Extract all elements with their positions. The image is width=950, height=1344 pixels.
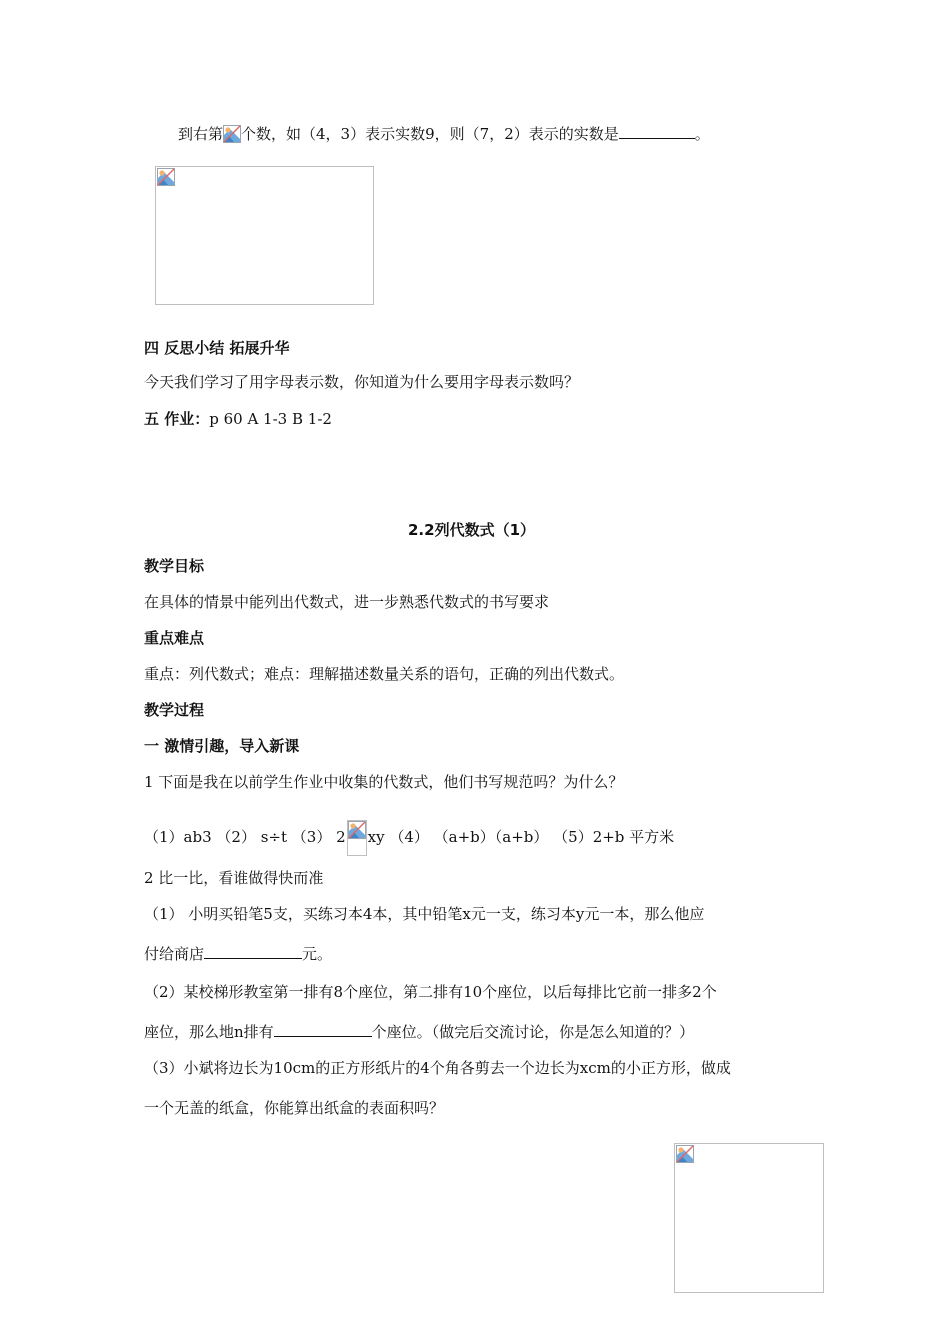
problem-1-line-1: （1） 小明买铅笔5支，买练习本4本，其中铅笔x元一支，练习本y元一本，那么他应	[144, 905, 705, 923]
inline-image-placeholder	[347, 820, 367, 856]
items-part-b: xy （4） （a+b）（a+b） （5）2+b 平方米	[367, 828, 675, 846]
top-line	[178, 124, 710, 144]
question-2: 2 比一比，看谁做得快而准	[144, 869, 324, 887]
section-5-text: p 60 A 1-3 B 1-2	[209, 410, 332, 428]
image-placeholder-2	[674, 1143, 824, 1293]
goal-heading: 教学目标	[144, 557, 205, 575]
broken-image-icon	[676, 1145, 694, 1163]
top-line-part-a: 到右第	[178, 125, 224, 143]
top-line-part-b: 个数，如（4，3）表示实数9，则（7，2）表示的实数是	[241, 125, 619, 143]
section-5-heading: 五 作业：	[144, 410, 210, 428]
answer-blank	[204, 944, 302, 959]
problem-2-line-1: （2）某校梯形教室第一排有8个座位，第二排有10个座位，以后每排比它前一排多2个	[144, 983, 717, 1001]
answer-blank	[619, 124, 695, 139]
problem-2-part-a: 座位，那么地n排有	[144, 1023, 274, 1041]
problem-1-part-a: 付给商店	[144, 945, 205, 963]
problem-3-line-2: 一个无盖的纸盒，你能算出纸盒的表面积吗？	[144, 1099, 445, 1117]
step-1-heading: 一 激情引趣，导入新课	[144, 737, 300, 755]
section-4-heading: 四 反思小结 拓展升华	[144, 339, 290, 357]
problem-1-line-2	[144, 944, 332, 964]
broken-image-icon	[348, 821, 366, 839]
problem-1-part-b: 元。	[302, 945, 333, 963]
goal-text: 在具体的情景中能列出代数式，进一步熟悉代数式的书写要求	[144, 593, 550, 611]
problem-2-line-2	[144, 1022, 694, 1042]
section-5-line	[144, 409, 332, 429]
key-text: 重点：列代数式；难点：理解描述数量关系的语句，正确的列出代数式。	[144, 665, 625, 683]
items-part-a: （1）ab3 （2） s÷t （3） 2	[144, 828, 346, 846]
question-1-items	[144, 820, 674, 856]
key-heading: 重点难点	[144, 629, 205, 647]
process-heading: 教学过程	[144, 701, 205, 719]
answer-blank	[274, 1022, 372, 1037]
broken-image-icon	[157, 168, 175, 186]
problem-3-line-1: （3）小斌将边长为10cm的正方形纸片的4个角各剪去一个边长为xcm的小正方形，做成	[144, 1059, 731, 1077]
section-4-text: 今天我们学习了用字母表示数，你知道为什么要用字母表示数吗？	[144, 373, 580, 391]
lesson-title: 2.2列代数式（1）	[408, 521, 536, 539]
question-1: 1 下面是我在以前学生作业中收集的代数式，他们书写规范吗？为什么？	[144, 773, 624, 791]
broken-image-icon	[223, 125, 241, 143]
problem-2-part-b: 个座位。（做完后交流讨论，你是怎么知道的？）	[371, 1023, 695, 1041]
image-placeholder-1	[155, 166, 374, 305]
top-line-part-c: 。	[694, 125, 710, 143]
